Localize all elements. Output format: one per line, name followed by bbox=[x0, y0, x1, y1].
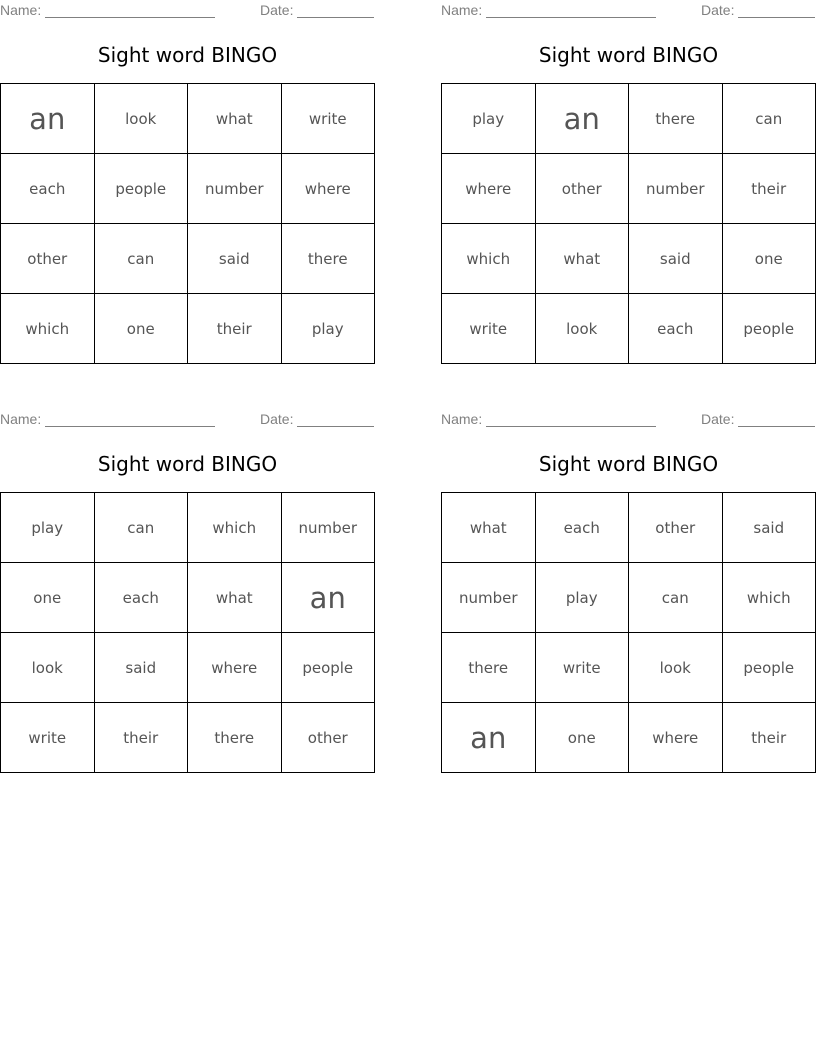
date-label: Date: bbox=[701, 411, 735, 427]
date-field bbox=[701, 2, 815, 18]
bingo-cell: said bbox=[94, 633, 188, 703]
bingo-cell: what bbox=[188, 84, 282, 154]
bingo-cell: there bbox=[442, 633, 536, 703]
bingo-cell: people bbox=[722, 633, 816, 703]
bingo-cell: number bbox=[629, 154, 723, 224]
bingo-cell: one bbox=[535, 703, 629, 773]
name-field bbox=[0, 2, 215, 18]
bingo-cell: where bbox=[629, 703, 723, 773]
date-field bbox=[260, 2, 374, 18]
bingo-cell: there bbox=[188, 703, 282, 773]
bingo-cell: each bbox=[94, 563, 188, 633]
bingo-cell: said bbox=[722, 493, 816, 563]
bingo-cell: can bbox=[722, 84, 816, 154]
bingo-cell: write bbox=[281, 84, 375, 154]
bingo-cell: write bbox=[442, 294, 536, 364]
bingo-cell: where bbox=[442, 154, 536, 224]
bingo-grid bbox=[0, 83, 375, 364]
name-label: Name: bbox=[0, 2, 42, 18]
bingo-cell: play bbox=[535, 563, 629, 633]
name-blank-line[interactable] bbox=[486, 3, 656, 18]
grid-row bbox=[1, 154, 375, 224]
date-blank-line[interactable] bbox=[738, 3, 815, 18]
grid-row bbox=[1, 493, 375, 563]
bingo-cell: other bbox=[535, 154, 629, 224]
bingo-cell: look bbox=[1, 633, 95, 703]
grid-row bbox=[1, 563, 375, 633]
bingo-cell: play bbox=[281, 294, 375, 364]
name-label: Name: bbox=[441, 411, 483, 427]
name-date-line bbox=[0, 411, 375, 429]
date-label: Date: bbox=[260, 2, 294, 18]
bingo-cell: number bbox=[281, 493, 375, 563]
name-blank-line[interactable] bbox=[486, 412, 656, 427]
bingo-cell: other bbox=[629, 493, 723, 563]
grid-row bbox=[442, 224, 816, 294]
date-label: Date: bbox=[260, 411, 294, 427]
grid-row bbox=[442, 84, 816, 154]
name-date-line bbox=[441, 411, 816, 429]
bingo-card-1 bbox=[0, 0, 375, 365]
bingo-cell: their bbox=[722, 154, 816, 224]
bingo-cell: an bbox=[1, 84, 95, 154]
card-title: Sight word BINGO bbox=[538, 43, 719, 67]
bingo-card-2 bbox=[441, 0, 816, 365]
bingo-cell: where bbox=[188, 633, 282, 703]
bingo-cell: an bbox=[281, 563, 375, 633]
bingo-cell: people bbox=[722, 294, 816, 364]
bingo-cell: what bbox=[442, 493, 536, 563]
bingo-grid bbox=[441, 83, 816, 364]
card-title: Sight word BINGO bbox=[97, 452, 278, 476]
bingo-cell: write bbox=[535, 633, 629, 703]
name-field bbox=[0, 411, 215, 427]
grid-row bbox=[1, 224, 375, 294]
name-field bbox=[441, 411, 656, 427]
name-date-line bbox=[0, 2, 375, 20]
card-title: Sight word BINGO bbox=[538, 452, 719, 476]
date-blank-line[interactable] bbox=[738, 412, 815, 427]
name-blank-line[interactable] bbox=[45, 412, 215, 427]
bingo-grid bbox=[0, 492, 375, 773]
bingo-cell: which bbox=[722, 563, 816, 633]
grid-row bbox=[442, 633, 816, 703]
grid-row bbox=[442, 154, 816, 224]
name-blank-line[interactable] bbox=[45, 3, 215, 18]
bingo-cell: what bbox=[188, 563, 282, 633]
bingo-cell: their bbox=[722, 703, 816, 773]
bingo-cell: which bbox=[442, 224, 536, 294]
bingo-cell: said bbox=[629, 224, 723, 294]
name-date-line bbox=[441, 2, 816, 20]
date-blank-line[interactable] bbox=[297, 412, 374, 427]
bingo-cell: number bbox=[188, 154, 282, 224]
bingo-cell: people bbox=[94, 154, 188, 224]
bingo-cell: their bbox=[94, 703, 188, 773]
date-field bbox=[701, 411, 815, 427]
grid-row bbox=[1, 633, 375, 703]
bingo-cell: each bbox=[535, 493, 629, 563]
grid-row bbox=[1, 84, 375, 154]
bingo-cell: other bbox=[1, 224, 95, 294]
bingo-cell: can bbox=[94, 224, 188, 294]
bingo-cell: play bbox=[1, 493, 95, 563]
grid-row bbox=[442, 563, 816, 633]
bingo-cell: one bbox=[722, 224, 816, 294]
bingo-cell: look bbox=[629, 633, 723, 703]
bingo-card-4 bbox=[441, 409, 816, 774]
bingo-cell: their bbox=[188, 294, 282, 364]
grid-row bbox=[1, 703, 375, 773]
bingo-cell: write bbox=[1, 703, 95, 773]
bingo-cell: an bbox=[442, 703, 536, 773]
bingo-cell: which bbox=[188, 493, 282, 563]
bingo-cell: which bbox=[1, 294, 95, 364]
date-field bbox=[260, 411, 374, 427]
bingo-grid bbox=[441, 492, 816, 773]
grid-row bbox=[1, 294, 375, 364]
date-label: Date: bbox=[701, 2, 735, 18]
bingo-cell: each bbox=[629, 294, 723, 364]
bingo-cell: people bbox=[281, 633, 375, 703]
name-field bbox=[441, 2, 656, 18]
bingo-cell: can bbox=[629, 563, 723, 633]
bingo-cell: other bbox=[281, 703, 375, 773]
name-label: Name: bbox=[0, 411, 42, 427]
bingo-card-3 bbox=[0, 409, 375, 774]
bingo-cell: where bbox=[281, 154, 375, 224]
bingo-cell: what bbox=[535, 224, 629, 294]
grid-row bbox=[442, 294, 816, 364]
bingo-cell: number bbox=[442, 563, 536, 633]
grid-row bbox=[442, 703, 816, 773]
bingo-cell: one bbox=[94, 294, 188, 364]
bingo-cell: look bbox=[94, 84, 188, 154]
bingo-cell: there bbox=[629, 84, 723, 154]
bingo-cell: said bbox=[188, 224, 282, 294]
date-blank-line[interactable] bbox=[297, 3, 374, 18]
bingo-cell: there bbox=[281, 224, 375, 294]
bingo-cell: play bbox=[442, 84, 536, 154]
bingo-cell: each bbox=[1, 154, 95, 224]
bingo-cell: an bbox=[535, 84, 629, 154]
bingo-cell: look bbox=[535, 294, 629, 364]
name-label: Name: bbox=[441, 2, 483, 18]
bingo-cell: one bbox=[1, 563, 95, 633]
card-title: Sight word BINGO bbox=[97, 43, 278, 67]
bingo-cell: can bbox=[94, 493, 188, 563]
grid-row bbox=[442, 493, 816, 563]
